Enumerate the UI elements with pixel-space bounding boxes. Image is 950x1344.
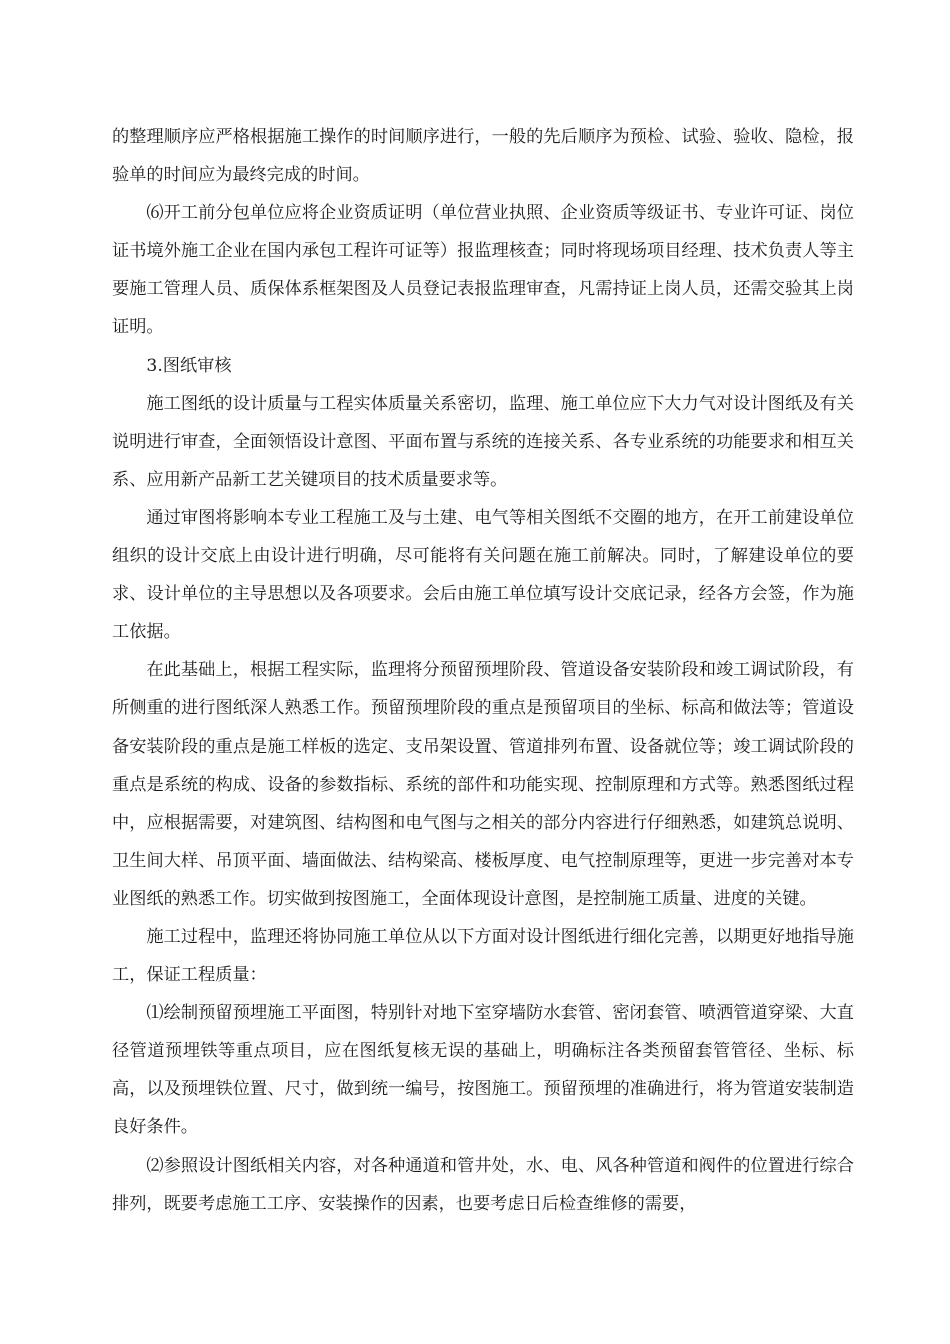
paragraph-design-quality: 施工图纸的设计质量与工程实体质量关系密切，监理、施工单位应下大力气对设计图纸及有关说明进行审查，全面领悟设计意图、平面布置与系统的连接关系、各专业系统的功能要求和相互关系、应用新产品新工艺关键项目的技术质量要求等。	[112, 393, 854, 490]
paragraph-pipe-arrangement: ⑵参照设计图纸相关内容，对各种通道和管井处，水、电、风各种管道和阀件的位置进行综合排列，既要考虑施工工序、安装操作的因素，也要考虑日后检查维修的需要，	[112, 1155, 854, 1214]
document-page	[112, 118, 854, 1223]
paragraph-phased-familiarization: 在此基础上，根据工程实际，监理将分预留预埋阶段、管道设备安装阶段和竣工调试阶段，有所侧重的进行图纸深人熟悉工作。预留预埋阶段的重点是预留项目的坐标、标高和做法等；管道设备安装阶段的重点是施工样板的选定、支吊架设置、管道排列布置、设备就位等；竣工调试阶段的重点是系统的构成、设备的参数指标、系统的部件和功能实现、控制原理和方式等。熟悉图纸过程中，应根据需要，对建筑图、结构图和电气图与之相关的部分内容进行仔细熟悉，如建筑总说明、卫生间大样、吊顶平面、墙面做法、结构梁高、楼板厚度、电气控制原理等，更进一步完善对本专业图纸的熟悉工作。切实做到按图施工，全面体现设计意图，是控制施工质量、进度的关键。	[112, 660, 854, 909]
section-heading-drawing-review: 3.图纸审核	[146, 355, 232, 376]
paragraph-subcontractor-qualification: ⑹开工前分包单位应将企业资质证明（单位营业执照、企业资质等级证书、专业许可证、岗位证书境外施工企业在国内承包工程许可证等）报监理核查；同时将现场项目经理、技术负责人等主要施工管理人员、质保体系框架图及人员登记表报监理审查，凡需持证上岗人员，还需交验其上岗证明。	[112, 203, 854, 338]
paragraph-inspection-order: 的整理顺序应严格根据施工操作的时间顺序进行，一般的先后顺序为预检、试验、验收、隐检，报验单的时间应为最终完成的时间。	[112, 127, 854, 186]
paragraph-embedded-plan: ⑴绘制预留预埋施工平面图，特别针对地下室穿墙防水套管、密闭套管、喷洒管道穿梁、大直径管道预埋铁等重点项目，应在图纸复核无误的基础上，明确标注各类预留套管管径、坐标、标高，以及预埋铁位置、尺寸，做到统一编号，按图施工。预留预埋的准确进行，将为管道安装制造良好条件。	[112, 1003, 854, 1138]
paragraph-construction-refinement: 施工过程中，监理还将协同施工单位从以下方面对设计图纸进行细化完善，以期更好地指导施工，保证工程质量：	[112, 926, 854, 986]
paragraph-drawing-review-coordination: 通过审图将影响本专业工程施工及与土建、电气等相关图纸不交圈的地方，在开工前建设单位组织的设计交底上由设计进行明确，尽可能将有关问题在施工前解决。同时，了解建设单位的要求、设计单位的主导思想以及各项要求。会后由施工单位填写设计交底记录，经各方会签，作为施工依据。	[112, 507, 854, 643]
